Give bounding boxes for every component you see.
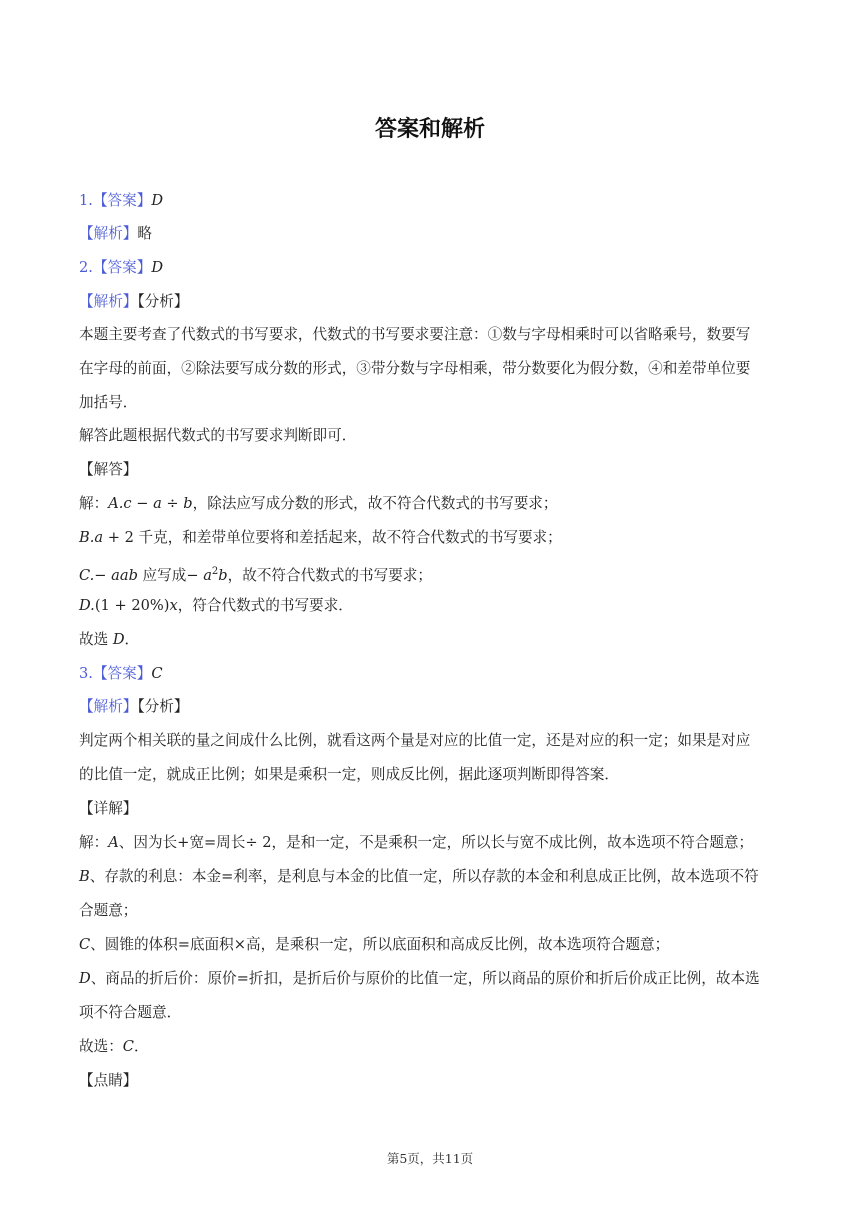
q2-c-text: ，故不符合代数式的书写要求； — [227, 566, 432, 584]
q2-paragraph-1: 本题主要考查了代数式的书写要求，代数式的书写要求要注意：①数与字母相乘时可以省略乘号，数要写 — [79, 326, 751, 343]
q2-answer-tag: 【答案】 — [92, 259, 152, 276]
q2-conclusion — [79, 630, 139, 650]
q3-analysis-line — [79, 697, 188, 717]
q3-conclusion-letter: C — [122, 1038, 134, 1055]
q2-d-math-x: x — [169, 597, 178, 614]
q2-answer: D — [151, 259, 164, 276]
q3-d-label: D — [79, 970, 91, 987]
q2-d-math: (1 + 20%) — [94, 597, 170, 614]
q2-option-a — [79, 494, 557, 514]
q2-b-label: B. — [79, 529, 95, 546]
q3-a-label: A — [108, 834, 119, 851]
q2-answer-line — [79, 258, 163, 278]
q3-option-c — [79, 935, 669, 955]
q2-c-math2a: − a — [186, 566, 212, 584]
q3-answer-tag: 【答案】 — [92, 665, 152, 682]
q2-d-label: D. — [79, 597, 95, 614]
q3-answer: C — [151, 665, 163, 682]
q2-analysis-line — [79, 292, 188, 312]
q3-b-text1: 、存款的利息：本金=利率，是利息与本金的比值一定，所以存款的本金和利息成正比例，故本选项不符 — [89, 868, 759, 885]
q2-c-math2b: b — [218, 566, 228, 584]
q3-number: 3. — [79, 665, 93, 682]
q2-paragraph-4: 解答此题根据代数式的书写要求判断即可． — [79, 427, 357, 444]
q2-conclusion-prefix: 故选 — [79, 631, 113, 648]
q3-dianjing-tag: 【点睛】 — [79, 1072, 138, 1089]
q2-d-text: ，符合代数式的书写要求． — [177, 597, 353, 614]
q1-answer-line — [79, 191, 163, 211]
q3-a-prefix: 解： — [79, 834, 109, 851]
q2-b-math2: + 2 — [103, 529, 134, 546]
q2-a-math: c − a ÷ b — [123, 495, 193, 512]
q2-number: 2. — [79, 259, 93, 276]
q3-option-d-line1 — [79, 969, 760, 989]
q2-a-text: ，除法应写成分数的形式，故不符合代数式的书写要求； — [192, 495, 558, 512]
q3-c-text: 、圆锥的体积=底面积×高，是乘积一定，所以底面积和高成反比例，故本选项符合题意； — [90, 936, 670, 953]
q2-b-text: 千克，和差带单位要将和差括起来，故不符合代数式的书写要求； — [133, 529, 562, 546]
q3-conclusion-suffix: ． — [133, 1038, 149, 1055]
q3-paragraph-1: 判定两个相关联的量之间成什么比例，就看这两个量是对应的比值一定，还是对应的积一定；如果是对应 — [79, 732, 751, 749]
q3-analysis-tag: 【解析】 — [79, 698, 138, 715]
q3-d-text1: 、商品的折后价：原价=折扣，是折后价与原价的比值一定，所以商品的原价和折后价成正比例，故本选 — [90, 970, 760, 987]
q2-paragraph-2: 在字母的前面，②除法要写成分数的形式，③带分数与字母相乘，带分数要化为假分数，④和差带单位要 — [79, 360, 751, 377]
q2-option-d — [79, 596, 353, 616]
q3-conclusion — [79, 1037, 149, 1057]
q3-xiangjie-tag: 【详解】 — [79, 800, 138, 817]
q3-answer-line — [79, 664, 163, 684]
page-title: 答案和解析 — [374, 117, 485, 142]
q2-conclusion-letter: D — [112, 631, 125, 648]
q3-a-text: 、因为长+宽=周长÷ 2，是和一定，不是乘积一定，所以长与宽不成比例，故本选项不符合题意； — [118, 834, 754, 851]
q3-c-label: C — [79, 936, 91, 953]
q2-c-label: C. — [79, 566, 95, 584]
q2-analysis-tag: 【解析】 — [79, 293, 138, 310]
q2-c-sup: 2 — [211, 566, 219, 577]
q2-conclusion-suffix: ． — [124, 631, 140, 648]
q2-jieda-tag: 【解答】 — [79, 461, 138, 478]
q3-option-b-line1 — [79, 867, 759, 887]
q1-number: 1. — [79, 192, 93, 209]
q2-c-mid: 应写成 — [137, 566, 187, 584]
q3-paragraph-2: 的比值一定，就成正比例；如果是乘积一定，则成反比例，据此逐项判断即得答案． — [79, 766, 619, 783]
q1-answer: D — [151, 192, 164, 209]
q3-conclusion-prefix: 故选： — [79, 1038, 123, 1055]
q2-c-math: − aab — [94, 566, 138, 584]
q3-option-a — [79, 833, 753, 853]
q1-analysis: 略 — [137, 225, 152, 242]
q3-fenxi-tag: 【分析】 — [137, 698, 189, 715]
q1-answer-tag: 【答案】 — [92, 192, 152, 209]
q2-option-c — [79, 562, 432, 586]
q2-fenxi-tag: 【分析】 — [137, 293, 189, 310]
q3-b-label: B — [79, 868, 90, 885]
q2-a-prefix: 解： — [79, 495, 109, 512]
page-footer: 第5页，共11页 — [386, 1151, 474, 1166]
q1-analysis-line — [79, 224, 152, 244]
q3-option-b-line2: 合题意； — [79, 902, 138, 919]
q2-b-math: a — [94, 529, 104, 546]
q2-option-b — [79, 528, 562, 548]
q1-analysis-tag: 【解析】 — [79, 225, 138, 242]
q2-a-label: A. — [108, 495, 124, 512]
q2-paragraph-3: 加括号． — [79, 394, 138, 411]
q3-option-d-line2: 项不符合题意． — [79, 1004, 182, 1021]
